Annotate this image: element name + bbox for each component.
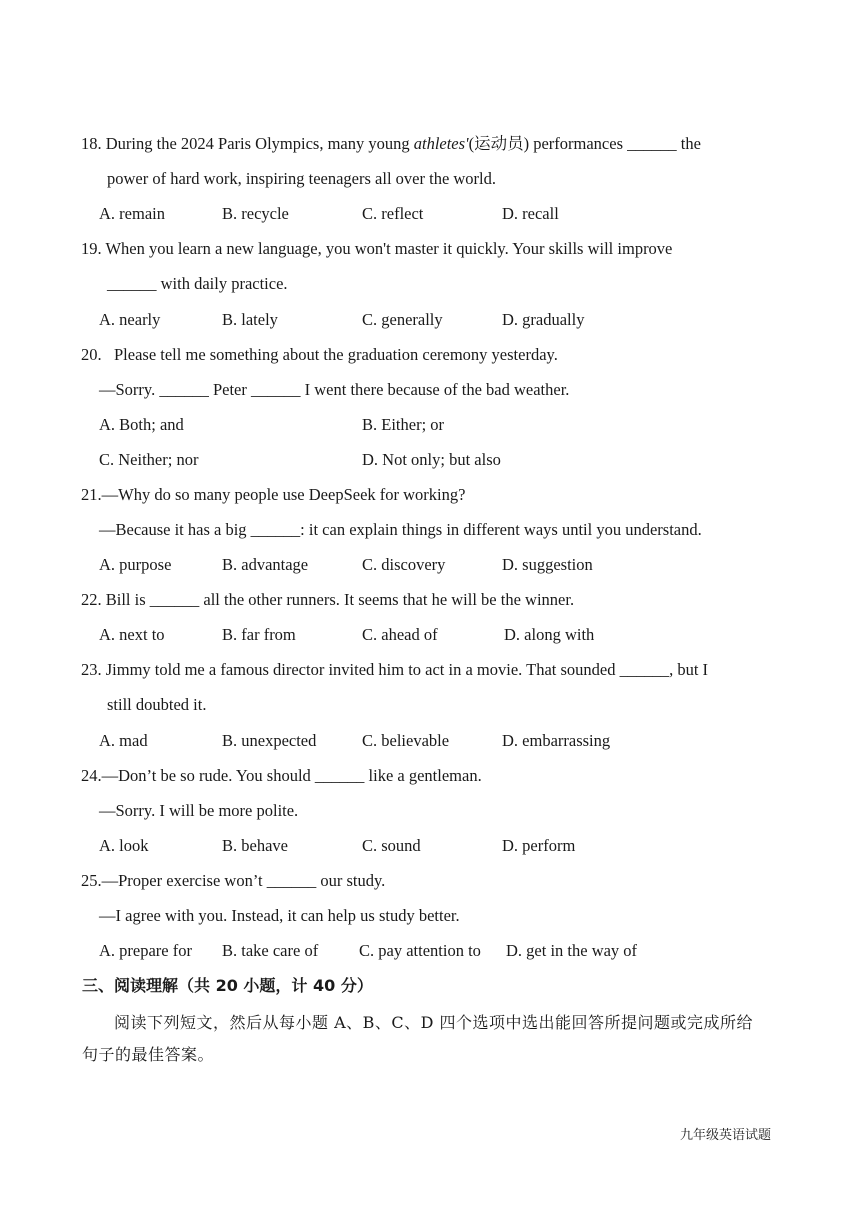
- question-22-option-c: C. ahead of: [362, 625, 438, 644]
- section-heading: 三、阅读理解（共 20 小题，计 40 分）: [82, 976, 373, 995]
- question-25-option-a: A. prepare for: [99, 941, 192, 960]
- question-25-option-d: D. get in the way of: [506, 941, 638, 960]
- question-21-stem: 21.—Why do so many people use DeepSeek for working?: [81, 485, 466, 504]
- question-23-option-d: D. embarrassing: [502, 731, 611, 750]
- question-24-option-d: D. perform: [502, 836, 576, 855]
- question-18-option-d: D. recall: [502, 204, 559, 223]
- question-25-stem: 25.—Proper exercise won’t ______ our study.: [81, 871, 386, 890]
- question-21-option-d: D. suggestion: [502, 555, 593, 574]
- question-18-italic-word: athletes': [413, 134, 469, 153]
- question-22-option-b: B. far from: [222, 625, 296, 644]
- question-20-option-a: A. Both; and: [99, 415, 184, 434]
- question-23-stem: 23. Jimmy told me a famous director invited him to act in a movie. That sounded ______, but I: [81, 660, 709, 679]
- question-25-option-b: B. take care of: [222, 941, 319, 960]
- question-22-option-a: A. next to: [99, 625, 165, 644]
- question-24-option-a: A. look: [99, 836, 149, 855]
- question-23-option-b: B. unexpected: [222, 731, 317, 750]
- question-20-option-b: B. Either; or: [362, 415, 445, 434]
- question-23-option-c: C. believable: [362, 731, 450, 750]
- question-21-option-c: C. discovery: [362, 555, 446, 574]
- question-22-option-d: D. along with: [504, 625, 595, 644]
- question-24-option-b: B. behave: [222, 836, 288, 855]
- question-18-option-a: A. remain: [99, 204, 165, 223]
- question-18-stem-cont: power of hard work, inspiring teenagers all over the world.: [107, 169, 497, 188]
- section-instruction-line2: 句子的最佳答案。: [82, 1045, 215, 1064]
- question-24-stem: 24.—Don’t be so rude. You should ______ like a gentleman.: [81, 766, 482, 785]
- question-20-stem-cont: —Sorry. ______ Peter ______ I went there because of the bad weather.: [99, 380, 570, 399]
- question-21-option-a: A. purpose: [99, 555, 172, 574]
- question-19-option-b: B. lately: [222, 310, 278, 329]
- question-24-option-c: C. sound: [362, 836, 421, 855]
- question-18-text-b: (运动员) performances ______ the: [468, 134, 701, 153]
- question-20-option-c: C. Neither; nor: [99, 450, 199, 469]
- question-19-option-a: A. nearly: [99, 310, 161, 329]
- question-19-option-c: C. generally: [362, 310, 443, 329]
- question-18-option-c: C. reflect: [362, 204, 424, 223]
- question-19-stem: 19. When you learn a new language, you won't master it quickly. Your skills will improve: [81, 239, 673, 258]
- question-18-stem: [81, 134, 701, 154]
- question-24-stem-cont: —Sorry. I will be more polite.: [99, 801, 299, 820]
- section-instruction-line1: 阅读下列短文，然后从每小题 A、B、C、D 四个选项中选出能回答所提问题或完成所给: [114, 1013, 754, 1032]
- page-footer-label: 九年级英语试题: [680, 1128, 772, 1143]
- question-23-stem-cont: still doubted it.: [107, 695, 207, 714]
- question-20-option-d: D. Not only; but also: [362, 450, 501, 469]
- question-21-option-b: B. advantage: [222, 555, 309, 574]
- question-23-option-a: A. mad: [99, 731, 148, 750]
- question-18-text-a: 18. During the 2024 Paris Olympics, many young: [81, 134, 414, 153]
- question-25-stem-cont: —I agree with you. Instead, it can help us study better.: [99, 906, 460, 925]
- question-25-option-c: C. pay attention to: [359, 941, 481, 960]
- question-18-option-b: B. recycle: [222, 204, 289, 223]
- question-22-stem: 22. Bill is ______ all the other runners. It seems that he will be the winner.: [81, 590, 575, 609]
- question-21-stem-cont: —Because it has a big ______: it can explain things in different ways until you understand.: [99, 520, 702, 539]
- question-19-option-d: D. gradually: [502, 310, 585, 329]
- question-19-stem-cont: ______ with daily practice.: [107, 274, 288, 293]
- question-20-stem: 20. Please tell me something about the graduation ceremony yesterday.: [81, 345, 558, 364]
